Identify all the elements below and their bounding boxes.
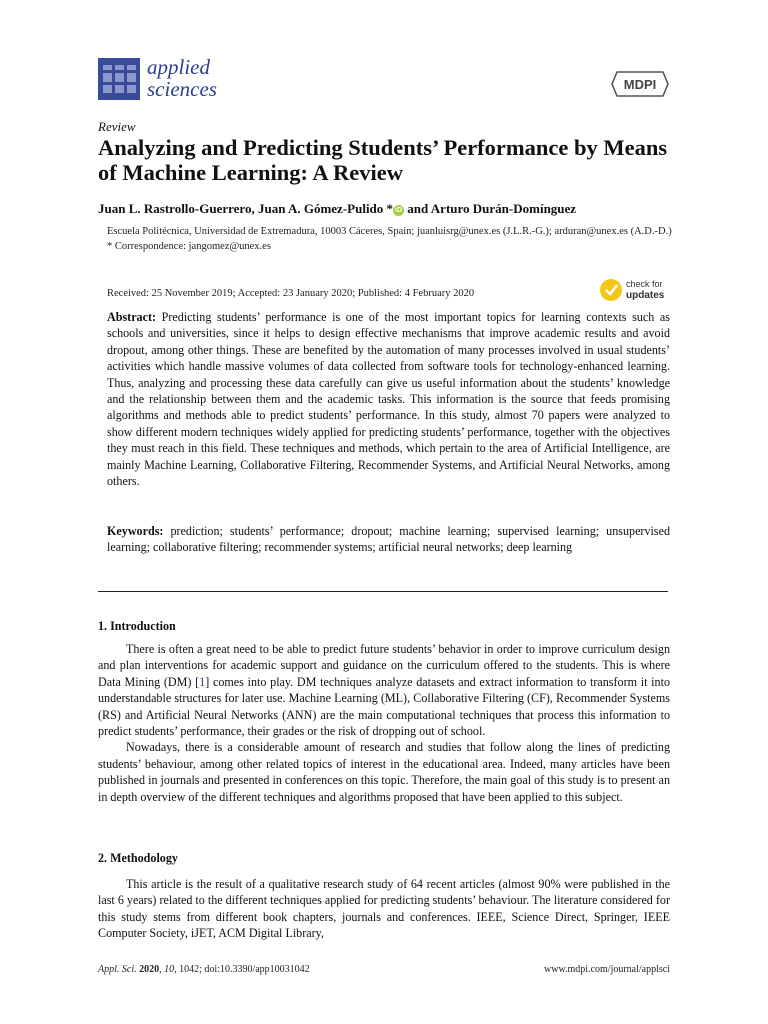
- journal-name-line1: applied: [147, 55, 210, 79]
- footer-citation: Appl. Sci. 2020, 10, 1042; doi:10.3390/app10031042: [98, 964, 310, 975]
- orcid-icon[interactable]: iD: [395, 207, 403, 214]
- footer-journal-abbrev: Appl. Sci.: [98, 964, 137, 975]
- affiliation-block: [107, 224, 677, 254]
- footer-volume: 10: [164, 964, 175, 975]
- publication-dates: Received: 25 November 2019; Accepted: 23 January 2020; Published: 4 February 2020: [107, 288, 475, 299]
- introduction-p1-text-b: ] comes into play. DM techniques analyze datasets and extract information to transform it into understandable structures for later use. Machine Learning (ML), Collaborative Filtering (CF), Recommender Systems (RS) and Artificial Neural Networks (ANN) are the main computational techniques that process this information to predict students’ performance, their grades or the risk of dropping out of school.: [98, 674, 670, 739]
- check-updates-line2: updates: [626, 290, 665, 301]
- abstract: [107, 309, 670, 489]
- journal-logo-icon: [98, 58, 140, 100]
- keywords-label: Keywords:: [107, 524, 164, 538]
- article-title: Analyzing and Predicting Students’ Performance by Means of Machine Learning: A Review: [98, 135, 668, 185]
- section-heading-introduction: 1. Introduction: [98, 619, 176, 633]
- keywords: [107, 523, 670, 556]
- methodology-paragraph-1: This article is the result of a qualitative research study of 64 recent articles (almost 90% were published in the last 6 years) related to the different techniques applied for predicting students’ behaviour. The literature considered for this study stems from different book chapters, journals and conferences. IEEE, Science Direct, Springer, IEEE Computer Society, iJET, ACM Digital Library,: [98, 877, 670, 941]
- mdpi-logo-icon: [611, 70, 669, 98]
- abstract-label: Abstract:: [107, 310, 157, 324]
- journal-name-line2: sciences: [147, 77, 217, 101]
- check-for-updates-icon[interactable]: [600, 275, 670, 305]
- author-list: [98, 201, 698, 217]
- footer-year: 2020: [139, 964, 160, 975]
- publisher-name: MDPI: [623, 77, 657, 92]
- introduction-paragraph-1: [98, 641, 670, 739]
- introduction-p1-text-a: There is often a great need to be able to predict future students’ behavior in order to improve curriculum design and plan interventions for academic support and guidance on the curriculum offered to the students. This is where Data Mining (DM) [: [98, 642, 670, 689]
- keywords-text: prediction; students’ performance; dropout; machine learning; supervised learning; unsupervised learning; collaborative filtering; recommender systems; artificial neural networks; deep learning: [107, 524, 670, 555]
- section-heading-methodology: 2. Methodology: [98, 851, 178, 865]
- article-type: Review: [98, 119, 136, 134]
- introduction-body: [98, 641, 670, 805]
- check-updates-line1: check for: [626, 279, 663, 289]
- authors-part-b: and Arturo Durán-Domínguez: [404, 201, 577, 216]
- affiliation: Escuela Politécnica, Universidad de Extremadura, 10003 Cáceres, Spain; juanluisrg@unex.es (J.L.R.-G.); arduran@unex.es (A.D.-D.): [107, 226, 672, 237]
- correspondence: * Correspondence: jangomez@unex.es: [107, 241, 271, 252]
- journal-name: [147, 56, 217, 100]
- introduction-paragraph-2: Nowadays, there is a considerable amount of research and studies that follow along the lines of predicting students’ behaviour, among other related topics of interest in the educational area. Indeed, many articles have been published in journals and presented in conferences on this topic. Therefore, the main goal of this study is to present an in depth overview of the different techniques and algorithms proposed that have been applied to this subject.: [98, 740, 670, 804]
- section-divider: [98, 591, 668, 592]
- footer-url[interactable]: www.mdpi.com/journal/applsci: [544, 964, 670, 975]
- abstract-text: Predicting students’ performance is one of the most important topics for learning contexts such as schools and universities, since it helps to design effective mechanisms that improve academic results and avoid dropout, among other things. These are benefited by the automation of many processes involved in usual students’ activities which handle massive volumes of data collected from software tools for technology-enhanced learning. Thus, analyzing and processing these data carefully can give us useful information about the students’ knowledge and the relationship between them and the academic tasks. This information is the source that feeds promising algorithms and methods able to predict students’ performance. In this study, almost 70 papers were analyzed to show different modern techniques widely applied for predicting students’ performance, together with the objectives they must reach in this field. These techniques and methods, which pertain to the area of Artificial Intelligence, are mainly Machine Learning, Collaborative Filtering, Recommender Systems, and Artificial Neural Networks, among others.: [107, 310, 670, 489]
- authors-part-a: Juan L. Rastrollo-Guerrero, Juan A. Gómez-Pulido *: [98, 201, 394, 216]
- citation-link[interactable]: 1: [199, 674, 206, 689]
- footer-doi: , 1042; doi:10.3390/app10031042: [174, 964, 310, 975]
